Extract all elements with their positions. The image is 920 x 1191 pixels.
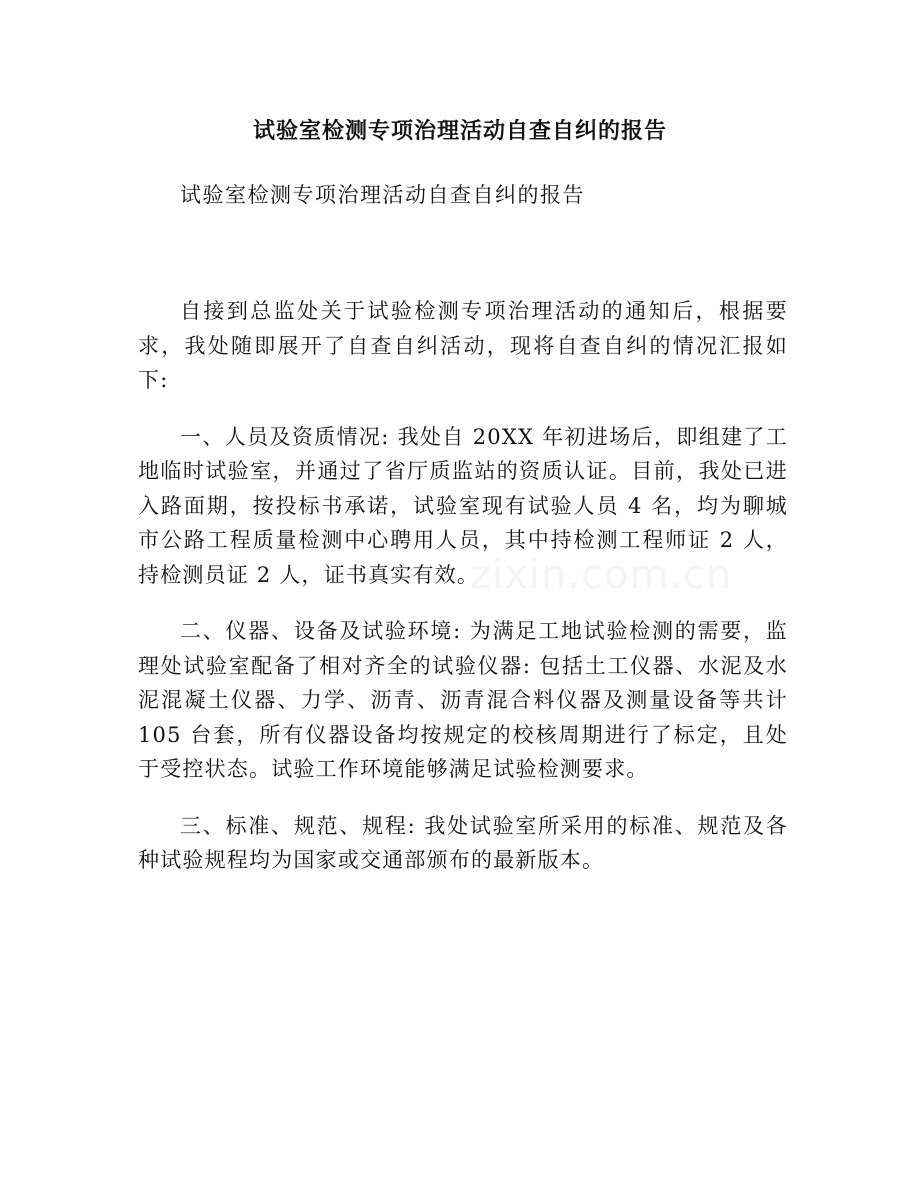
paragraph-standards: 三、标准、规范、规程: 我处试验室所采用的标准、规范及各种试验规程均为国家或交通部颁布的最新版本。 <box>138 813 788 872</box>
document-subtitle: 试验室检测专项治理活动自查自纠的报告 <box>180 183 585 207</box>
document-body <box>138 294 788 900</box>
watermark: zixin.com.cn <box>470 552 733 598</box>
paragraph-equipment: 二、仪器、设备及试验环境: 为满足工地试验检测的需要，监理处试验室配备了相对齐全的试验仪器: 包括土工仪器、水泥及水泥混凝土仪器、力学、沥青、沥青混合料仪器及测量设备等共计 105 台套，所有仪器设备均按规定的校核周期进行了标定，且处于受控状态。试验工作环境能够满足试验检测要求。 <box>138 619 788 781</box>
document-title: 试验室检测专项治理活动自查自纠的报告 <box>252 118 667 144</box>
paragraph-personnel: 一、人员及资质情况: 我处自 20XX 年初进场后，即组建了工地临时试验室，并通过了省厅质监站的资质认证。目前，我处已进入路面期，按投标书承诺，试验室现有试验人员 4 名，均为聊城市公路工程质量检测中心聘用人员，其中持检测工程师证 2 人，持检测员证 2 人，证书真实有效。 <box>138 424 788 587</box>
paragraph-intro: 自接到总监处关于试验检测专项治理活动的通知后，根据要求，我处随即展开了自查自纠活动，现将自查自纠的情况汇报如下: <box>138 299 788 392</box>
